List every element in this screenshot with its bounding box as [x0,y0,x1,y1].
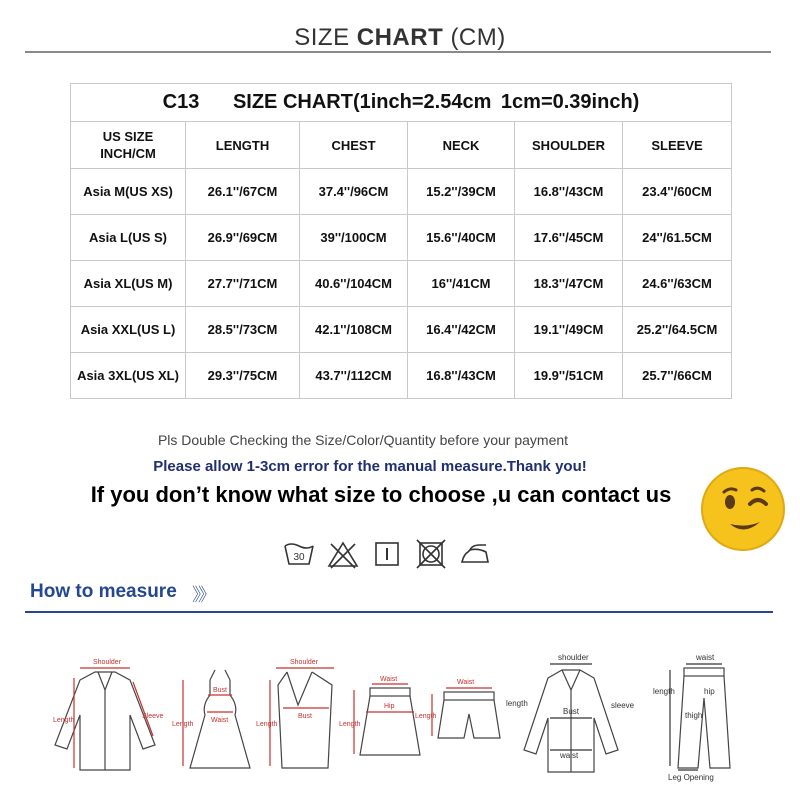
label-waist-lc: waist [696,653,715,662]
label-length-lc: length [506,699,528,708]
label-bust: Bust [213,687,228,694]
cell-shoulder: 18.3''/47CM [515,261,623,307]
table-caption [71,84,732,122]
shorts-diagram [432,688,500,738]
care-icons [282,538,492,570]
cell-length: 26.9''/69CM [186,215,300,261]
label-thigh: thigh [685,711,703,720]
iron-icon [458,538,492,570]
label-bust-lc: Bust [563,707,580,716]
label-length: Length [172,721,194,728]
label-shoulder-lc: shoulder [558,653,589,662]
cell-sleeve: 25.2''/64.5CM [623,307,732,353]
col-header-length: LENGTH [186,122,300,169]
cell-shoulder: 17.6''/45CM [515,215,623,261]
no-tumble-dry-icon [414,538,448,570]
no-bleach-icon [326,538,360,570]
label-length: Length [415,713,437,720]
title-unit: (CM) [450,24,506,51]
cell-shoulder: 19.1''/49CM [515,307,623,353]
cell-size: Asia XL(US M) [71,261,186,307]
cell-chest: 43.7''/112CM [300,353,408,399]
product-code: C13 [162,91,200,113]
contact-note: If you don’t know what size to choose ,u can contact us [90,482,672,507]
garment-diagrams [50,650,770,790]
label-shoulder: Shoulder [290,659,319,666]
cell-sleeve: 24''/61.5CM [623,215,732,261]
title-bold: CHART [356,24,444,51]
cell-neck: 15.6''/40CM [408,215,515,261]
cell-neck: 16.8''/43CM [408,353,515,399]
label-length: Length [256,721,278,728]
table-row [71,353,732,399]
cell-shoulder: 19.9''/51CM [515,353,623,399]
label-sleeve: Sleeve [142,713,164,720]
label-waist: Waist [380,676,398,683]
label-waist: Waist [211,717,229,724]
page-title [0,24,800,52]
table-row [71,215,732,261]
how-to-measure-arrows: 》》 [192,585,213,605]
label-hip: Hip [384,703,395,710]
col-header-sleeve: SLEEVE [623,122,732,169]
label-length: Length [339,721,361,728]
how-to-measure-title: How to measure [30,581,177,602]
cell-neck: 16.4''/42CM [408,307,515,353]
label-bust: Bust [298,713,313,720]
wash-30-icon [282,538,316,570]
col-header-size-line2: INCH/CM [100,146,156,161]
label-leg-opening: Leg Opening [668,773,714,782]
col-header-neck: NECK [408,122,515,169]
label-sleeve-lc: sleeve [611,701,635,710]
table-title: SIZE CHART(1inch=2.54cm [232,91,492,113]
winking-face-icon [700,466,786,552]
cell-size: Asia XXL(US L) [71,307,186,353]
cell-chest: 40.6''/104CM [300,261,408,307]
label-waist: Waist [457,679,475,686]
cell-length: 27.7''/71CM [186,261,300,307]
table-ratio: 1cm=0.39inch) [500,91,640,113]
label-shoulder: Shoulder [93,659,122,666]
tumble-dry-icon [370,538,404,570]
label-hip-lc: hip [704,687,715,696]
cell-size: Asia L(US S) [71,215,186,261]
cell-neck: 16''/41CM [408,261,515,307]
cell-chest: 42.1''/108CM [300,307,408,353]
table-row [71,307,732,353]
cell-sleeve: 23.4''/60CM [623,169,732,215]
cell-chest: 37.4''/96CM [300,169,408,215]
col-header-size [71,122,186,169]
header-row [71,122,732,169]
col-header-size-line1: US SIZE [102,129,154,144]
header-divider [25,51,771,53]
cell-sleeve: 25.7''/66CM [623,353,732,399]
skirt-diagram [354,684,420,755]
col-header-shoulder: SHOULDER [515,122,623,169]
cell-chest: 39''/100CM [300,215,408,261]
label-length: Length [53,717,75,724]
error-note: Please allow 1-3cm error for the manual measure.Thank you! [153,458,587,475]
cell-size: Asia M(US XS) [71,169,186,215]
how-to-measure-divider [25,611,773,613]
label-waist-lc: waist [560,751,579,760]
cell-neck: 15.2''/39CM [408,169,515,215]
cell-size: Asia 3XL(US XL) [71,353,186,399]
size-chart-table [70,83,732,399]
cell-length: 29.3''/75CM [186,353,300,399]
cell-shoulder: 16.8''/43CM [515,169,623,215]
title-light: SIZE [294,24,350,51]
check-note: Pls Double Checking the Size/Color/Quantity before your payment [157,432,569,448]
table-row [71,261,732,307]
cell-sleeve: 24.6''/63CM [623,261,732,307]
col-header-chest: CHEST [300,122,408,169]
table-row [71,169,732,215]
label-length-lc: length [653,687,675,696]
wash-temp-text: 30 [293,552,305,563]
cell-length: 26.1''/67CM [186,169,300,215]
cell-length: 28.5''/73CM [186,307,300,353]
